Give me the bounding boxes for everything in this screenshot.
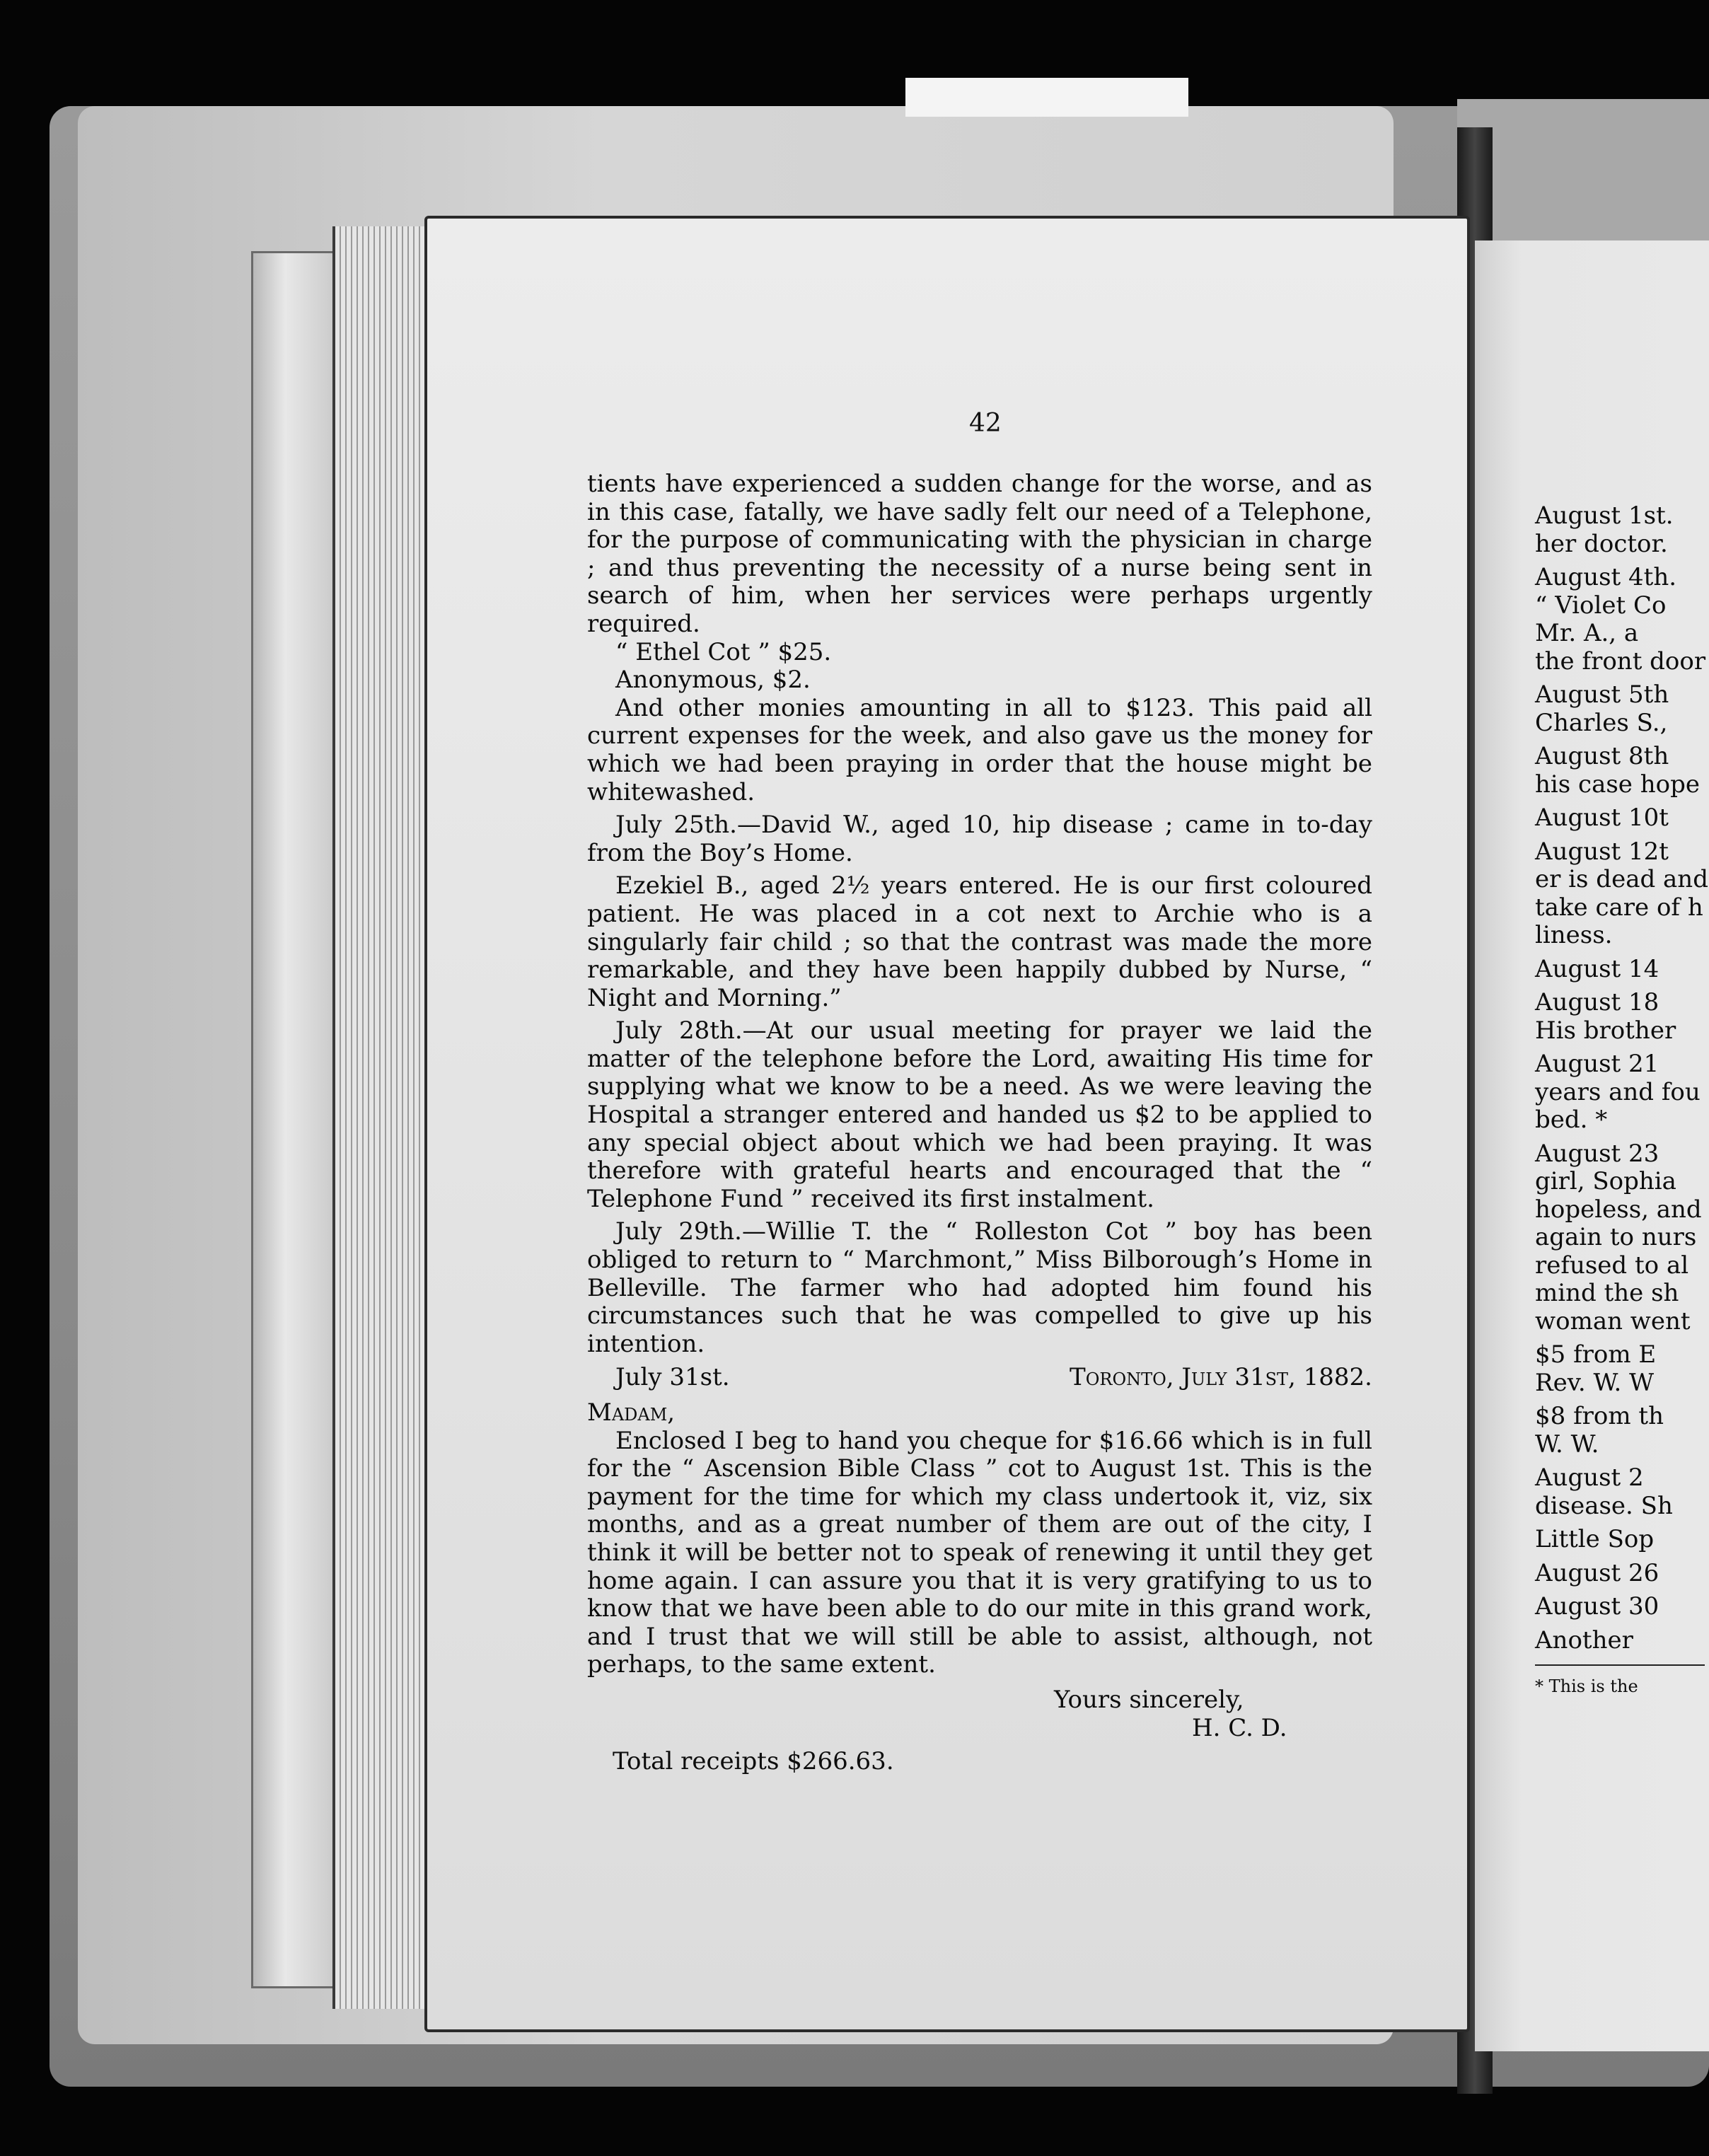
paragraph: “ Ethel Cot ” $25. [615,637,832,666]
paragraph: tients have experienced a sudden change for the worse, and as in this case, fatally, we have sadly felt our need of a Telephone, for the purpose of communicating with the physician in charge ; and thus preventing the necessity of a nurse being sent in search of him, when her services were perhaps urgently required. [587,470,1372,638]
text-line: W. W. [1535,1430,1599,1459]
text-line: the front door [1535,647,1706,676]
text-line: August 23 [1535,1139,1659,1168]
text-line: Charles S., [1535,708,1668,737]
letter-dateline: Toronto, July 31st, 1882. [1070,1363,1372,1392]
text-line: again to nurs [1535,1223,1697,1251]
text-line: bed. * [1535,1106,1608,1134]
text-line: his case hope [1535,770,1700,799]
text-line: August 21 [1535,1050,1659,1078]
right-page-top [1457,99,1709,255]
letter-body: Enclosed I beg to hand you cheque for $16.66 which is in full for the “ Ascension Bible Class ” cot to August 1st. This is the payment for the time for which my class undertook it, viz, six months, and as a great number of them are out of the city, I think it will be better not to speak of renewing it until they get home again. I can assure you that it is very gratifying to us to know that we have been able to do our mite in this grand work, and I trust that we will still be able to assist, although, not perhaps, to the same extent. [587,1426,1372,1679]
text-line: refused to al [1535,1251,1689,1280]
paragraph: July 25th.—David W., aged 10, hip disease ; came in to-day from the Boy’s Home. [587,811,1372,867]
text-line: $8 from th [1535,1402,1664,1430]
letter-salutation: Madam, [587,1398,676,1427]
text-line: August 30 [1535,1592,1659,1621]
text-line: August 1st. [1535,502,1674,530]
text-line: er is dead and [1535,865,1708,893]
text-line: $5 from E [1535,1340,1657,1369]
text-line: August 14 [1535,954,1659,983]
letter-signature: H. C. D. [1192,1713,1287,1742]
text-line: liness. [1535,921,1613,949]
paragraph: Ezekiel B., aged 2½ years entered. He is our first coloured patient. He was placed in a cot next to Archie who is a singularly fair child ; so that the contrast was made the more remarkable, and they have been happily dubbed by Nurse, “ Night and Morning.” [587,871,1372,1012]
entry-date: July 31st. [615,1363,730,1392]
text-line: August 26 [1535,1558,1659,1587]
paragraph: July 29th.—Willie T. the “ Rolleston Cot ” boy has been obliged to return to “ Marchmont,” Miss Bilborough’s Home in Belleville. The farmer who had adopted him found his circumstances such that he was compelled to give up his intention. [587,1217,1372,1358]
text-line: August 10t [1535,804,1669,832]
right-page-text [1535,502,1709,1701]
text-line: August 8th [1535,742,1669,770]
text-line: August 18 [1535,988,1659,1016]
text-line: woman went [1535,1306,1691,1335]
paragraph: And other monies amounting in all to $123. This paid all current expenses for the week, and also gave us the money for which we had been praying in order that the house might be whitewashed. [587,693,1372,806]
text-line: girl, Sophia [1535,1167,1676,1195]
text-line: August 5th [1535,680,1669,709]
page-stack [332,226,434,2009]
text-line: August 2 [1535,1464,1644,1492]
text-line: take care of h [1535,893,1703,922]
text-line: mind the sh [1535,1279,1679,1307]
letter-date-row [587,1364,1372,1392]
left-page-text [587,470,1372,1776]
text-line: hopeless, and [1535,1195,1702,1224]
page-number: 42 [969,409,1002,438]
total-receipts: Total receipts $266.63. [613,1747,894,1776]
text-line: “ Violet Co [1535,591,1667,620]
text-line: her doctor. [1535,529,1668,558]
footnote: * This is the [1535,1664,1705,1701]
text-line: Another [1535,1625,1633,1654]
text-line: August 12t [1535,837,1669,866]
text-line: August 4th. [1535,563,1677,591]
text-line: disease. Sh [1535,1491,1673,1520]
text-line: His brother [1535,1016,1676,1045]
paragraph: July 28th.—At our usual meeting for prayer we laid the matter of the telephone before the Lord, awaiting His time for supplying what we know to be a need. As we were leaving the Hospital a stranger entered and handed us $2 to be applied to any special object about which we had been praying. It was therefore with grateful hearts and encouraged that the “ Telephone Fund ” received its first instalment. [587,1016,1372,1213]
paragraph: Anonymous, $2. [615,666,811,695]
letter-closing: Yours sincerely, [1054,1685,1244,1714]
text-line: Little Sop [1535,1525,1655,1553]
text-line: Mr. A., a [1535,619,1639,647]
paper-slip [905,78,1188,117]
text-line: years and fou [1535,1077,1701,1106]
text-line: Rev. W. W [1535,1368,1655,1397]
